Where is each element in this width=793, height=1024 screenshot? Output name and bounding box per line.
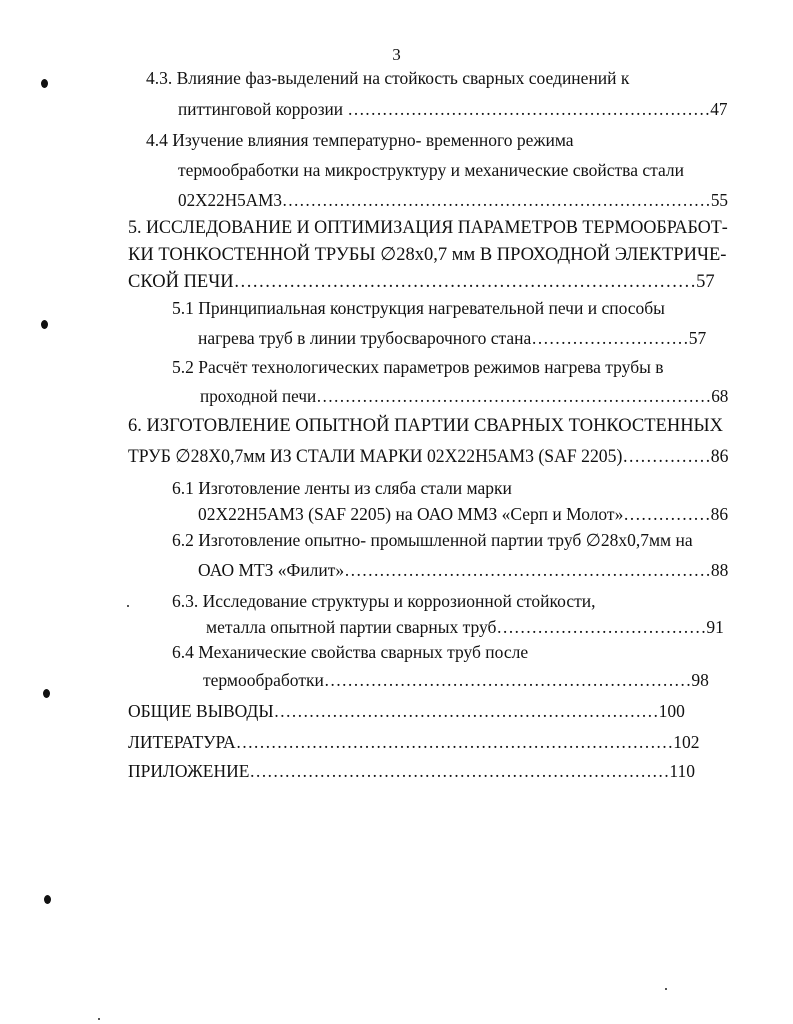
toc-line: ПРИЛОЖЕНИЕ………………………………………………………………110 — [128, 761, 696, 781]
toc-line: 6.2 Изготовление опытно- промышленной партии труб ∅28х0,7мм на — [172, 530, 693, 550]
toc-line: 5. ИССЛЕДОВАНИЕ И ОПТИМИЗАЦИЯ ПАРАМЕТРОВ ТЕРМООБРАБОТ- — [128, 218, 728, 238]
toc-line: питтинговой коррозии ………………………………………………………47 — [178, 99, 728, 119]
toc-line: 6.1 Изготовление ленты из сляба стали марки — [172, 478, 512, 498]
toc-line: термообработки………………………………………………………98 — [203, 670, 709, 690]
toc-line: 02Х22Н5АМ3 (SAF 2205) на ОАО ММЗ «Серп и Молот»……………86 — [198, 504, 729, 524]
scan-speck — [98, 1018, 100, 1020]
toc-line: 5.1 Принципиальная конструкция нагревательной печи и способы — [172, 298, 665, 318]
toc-line: ОБЩИЕ ВЫВОДЫ…………………………………………………………100 — [128, 701, 685, 721]
toc-line: ЛИТЕРАТУРА…………………………………………………………………102 — [128, 732, 700, 752]
binding-hole-mark — [44, 895, 51, 904]
toc-line: 4.4 Изучение влияния температурно- временного режима — [146, 130, 574, 150]
toc-line: 4.3. Влияние фаз-выделений на стойкость сварных соединений к — [146, 68, 630, 88]
scan-speck — [665, 988, 667, 990]
toc-line: термообработки на микроструктуру и механические свойства стали — [178, 160, 684, 180]
toc-line: проходной печи……………………………………………………………68 — [200, 386, 729, 406]
binding-hole-mark — [41, 79, 48, 88]
toc-line: металла опытной партии сварных труб………………………………91 — [206, 617, 724, 637]
toc-line: СКОЙ ПЕЧИ…………………………………………………………………57 — [128, 272, 715, 292]
toc-line: 02Х22Н5АМ3…………………………………………………………………55 — [178, 190, 728, 210]
binding-hole-mark — [41, 320, 48, 329]
page-number: 3 — [392, 45, 401, 64]
scan-speck — [127, 605, 129, 607]
toc-line: 5.2 Расчёт технологических параметров режимов нагрева трубы в — [172, 357, 664, 377]
binding-hole-mark — [43, 689, 50, 698]
toc-line: ТРУБ ∅28Х0,7мм ИЗ СТАЛИ МАРКИ 02Х22Н5АМ3 (SAF 2205)……………86 — [128, 447, 729, 467]
toc-line: 6.4 Механические свойства сварных труб после — [172, 642, 529, 662]
toc-line: ОАО МТЗ «Филит»………………………………………………………88 — [198, 560, 729, 580]
toc-line: 6.3. Исследование структуры и коррозионной стойкости, — [172, 591, 596, 611]
toc-line: КИ ТОНКОСТЕННОЙ ТРУБЫ ∅28х0,7 мм В ПРОХОДНОЙ ЭЛЕКТРИЧЕ- — [128, 245, 727, 265]
toc-line: нагрева труб в линии трубосварочного стана………………………57 — [198, 328, 707, 348]
toc-line: 6. ИЗГОТОВЛЕНИЕ ОПЫТНОЙ ПАРТИИ СВАРНЫХ ТОНКОСТЕННЫХ — [128, 416, 724, 436]
